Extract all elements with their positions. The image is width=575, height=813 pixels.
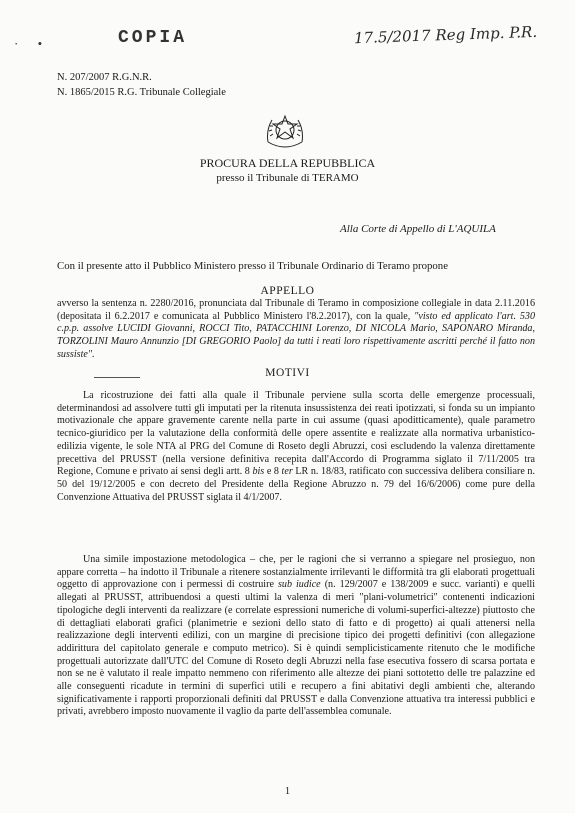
appello-text: avverso la sentenza n. 2280/2016, pronunciata dal Tribunale di Teramo in composizione collegiale in data 2.11.2016 (depositata il 6.2.2017 e comunicata al Pubblico Ministero l'8.2.2017), con la quale, bbox=[57, 298, 535, 322]
appello-paragraph bbox=[57, 298, 535, 362]
appello-heading: APPELLO bbox=[260, 285, 315, 297]
motivi-paragraph-2 bbox=[57, 554, 535, 719]
motivi-p1-text-b: e 8 bbox=[266, 466, 279, 478]
motivi-p1-text-a: La ricostruzione dei fatti alla quale il Tribunale perviene sulla scorta delle emergenze processuali, determinandosi ad assolvere tutti gli imputati per la ritenuta insussistenza dei reati ipotizzati, si fonda su un impianto motivazionale che appare gravemente carente nella parte in cui assume (quasi apoditticamente), quale parametro tecnico-giuridico per la valutazione della conformità delle opere assentite e realizzate alla normativa urbanistico-edilizia vigente, le sole NTA al PRG del Comune di Roseto degli Abruzzi, così escludendo la valenza direttamente precettiva del PRUSST (nella versione definitiva recepita dall'Accordo di Programma siglato il 7/11/2005 tra Regione, Comune e privato ai sensi degli artt. 8 bbox=[57, 390, 535, 478]
addressee: Alla Corte di Appello di L'AQUILA bbox=[340, 223, 496, 235]
appello-quote: "visto ed applicato l'art. 530 c.p.p. assolve LUCIDI Giovanni, ROCCI Tito, PATACCHINI Lorenzo, DI NICOLA Mario, SAPONARO Miranda, TORZOLINI Mauro Annunzio [DI GREGORIO Paolo] da tutti i reati loro rispettivamente ascritti perché il fatto non sussiste". bbox=[57, 310, 535, 360]
office-title: PROCURA DELLA REPUBBLICA bbox=[199, 156, 376, 170]
motivi-p2-text-b: (n. 129/2007 e 138/2009 e succ. varianti) e quelli allegati al PRUSST, attribuendosi a questi ultimi la valenza di meri "plani-volumetrici" contenenti indicazioni tipologiche degli interventi da realizzare (e correlate espressioni numeriche di volumi-superfici-altezze) piuttosto che di dettagliati elaborati grafici (planimetrie e sezioni dello stato di fatto e di progetto) ai quali attenersi nella realizzazione degli interventi edilizi, con un margine di precisione tipico dei progetti definitivi (con allegazione addirittura del capitolato generale e computo metrico). Si è quindi semplicisticamente ritenuto che le modifiche progettuali autorizzate dall'UTC del Comune di Roseto degli Abruzzi nella fase esecutiva fossero di scarsa portata e non se ne è valutato il reale impatto nemmeno con riferimento alle altezze dei piani sottotetto delle tre palazzine ed alle conseguenti ricadute in termini di superfici utili e recupero a fini abitativi degli ambienti che, alterando significativamente i rapporti proporzionali definiti dal PRUSST e dalla Convenzione attuativa tra interessi pubblici e privati, avrebbero imposto nuovamente il vaglio da parte dell'assemblea comunale. bbox=[57, 579, 535, 718]
motivi-p2-text-a: Una simile impostazione metodologica – che, per le ragioni che si verranno a spiegare nel prosieguo, non appare corretta – ha indotto il Tribunale a ritenere sostanzialmente irrilevanti le difformità tra gli elaborati progettuali oggetto di approvazione con i permessi di costruire bbox=[57, 554, 535, 591]
page-number: 1 bbox=[284, 786, 291, 797]
motivi-paragraph-1 bbox=[57, 390, 535, 504]
motivi-heading: MOTIVI bbox=[265, 367, 310, 379]
motivi-p1-ter: ter bbox=[281, 466, 293, 478]
protocol-line-tribunale: N. 1865/2015 R.G. Tribunale Collegiale bbox=[57, 87, 226, 98]
motivi-p1-text-c: LR n. 18/83, ratificato con successiva delibera consiliare n. 50 del 19/12/2005 e con decreto del Presidente della Regione Abruzzo n. 79 del 16/6/2006) come pure della Convenzione Attuativa del PRUSST siglata il 4/1/2007. bbox=[57, 466, 535, 503]
motivi-p2-sub-iudice: sub iudice bbox=[277, 579, 321, 591]
office-subtitle: presso il Tribunale di TERAMO bbox=[216, 172, 359, 184]
protocol-line-rgnr: N. 207/2007 R.G.N.R. bbox=[57, 72, 152, 83]
italian-republic-emblem-icon bbox=[262, 112, 308, 152]
intro-line: Con il presente atto il Pubblico Ministero presso il Tribunale Ordinario di Teramo propone bbox=[57, 260, 448, 272]
handwritten-registration-note: 17.5/2017 Reg Imp. P.R. bbox=[353, 22, 538, 48]
protocol-numbers bbox=[57, 70, 226, 100]
copia-stamp: COPIA bbox=[118, 28, 188, 48]
motivi-p1-bis: bis bbox=[252, 466, 265, 478]
margin-marks: · • bbox=[14, 36, 51, 51]
